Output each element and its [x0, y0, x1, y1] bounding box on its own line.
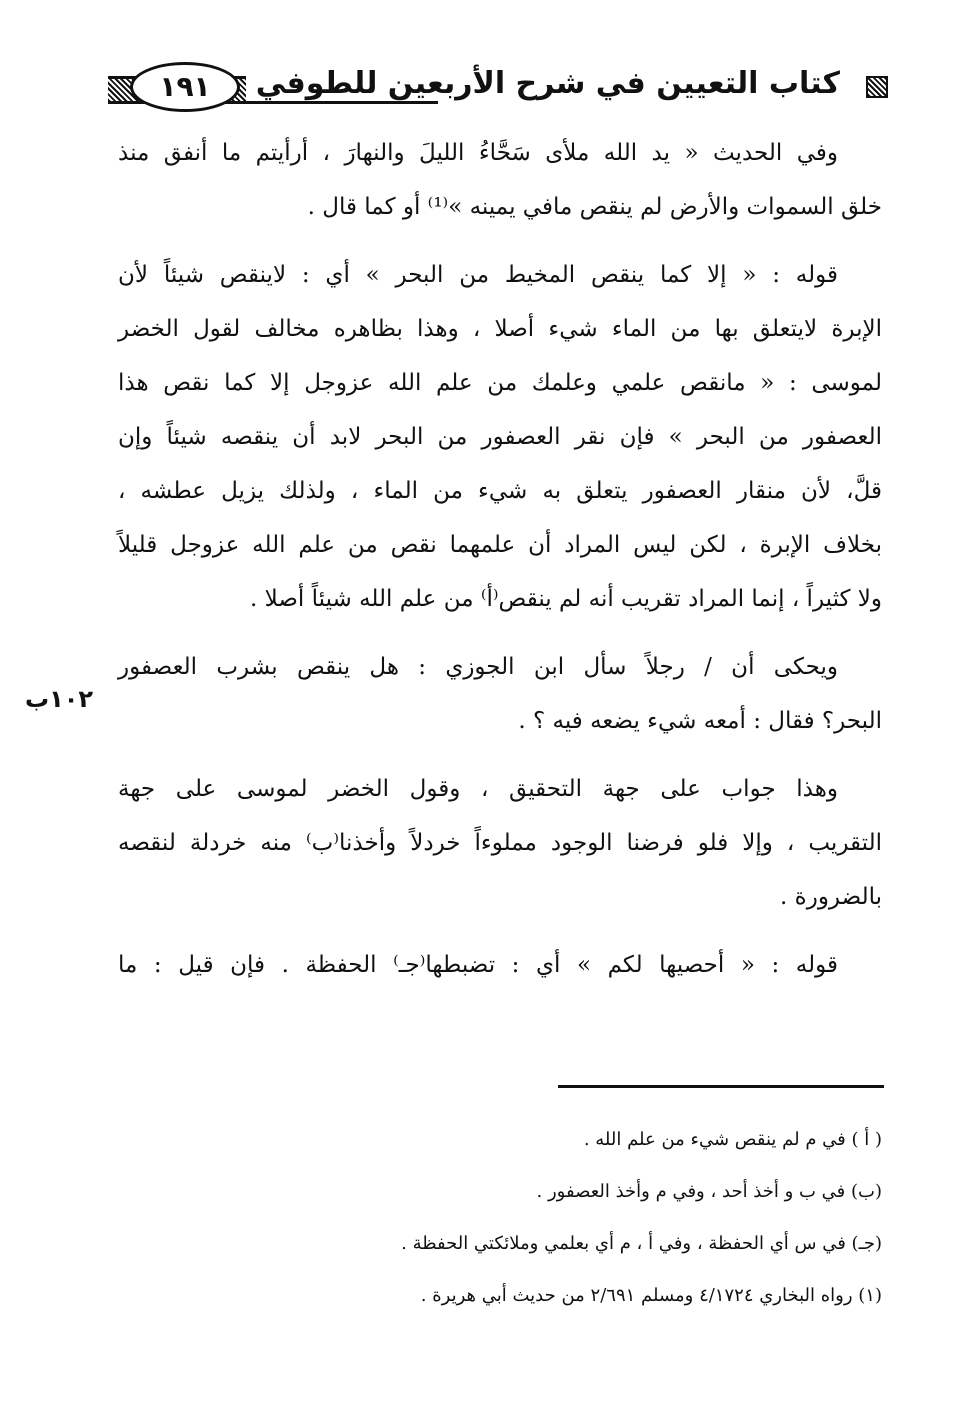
footnote: (١) رواه البخاري ٤/١٧٢٤ ومسلم ٢/٦٩١ من حديث أبي هريرة .: [420, 1285, 882, 1306]
paragraph-2: [118, 248, 882, 626]
paragraph-1: [118, 126, 882, 234]
footnote: (جـ) في س أي الحفظة ، وفي أ ، م أي بعلمي وملائكتي الحفظة .: [401, 1233, 882, 1254]
footnotes: [118, 1120, 882, 1328]
text-line: بالضرورة .: [780, 884, 882, 910]
text-line: البحر؟ فقال : أمعه شيء يضعه فيه ؟ .: [518, 708, 882, 734]
text-line: العصفور من البحر » فإن نقر العصفور من البحر لابد أن ينقصه شيئاً وإن: [118, 424, 882, 450]
paragraph-5: [118, 938, 882, 992]
footnote: ( أ ) في م لم ينقص شيء من علم الله .: [583, 1129, 882, 1150]
paragraph-3: [118, 640, 882, 748]
text-line: ولا كثيراً ، إنما المراد تقريب أنه لم ينقص⁽أ⁾ من علم الله شيئاً أصلا .: [250, 586, 882, 612]
manuscript-folio-marker: ١٠٢ب: [24, 685, 94, 713]
page-number: ١٩١: [130, 62, 240, 112]
text-line: وفي الحديث « يد الله ملأى سَحَّاءُ الليلَ والنهارَ ، أرأيتم ما أنفق منذ: [118, 140, 838, 166]
paragraph-4: [118, 762, 882, 924]
page-header: [108, 62, 888, 114]
text-line: ويحكى أن / رجلاً سأل ابن الجوزي : هل ينقص بشرب العصفور: [118, 654, 838, 680]
text-line: قوله : « إلا كما ينقص المخيط من البحر » أي : لاينقص شيئاً لأن: [118, 262, 838, 288]
text-line: لموسى : « مانقص علمي وعلمك من علم الله عزوجل إلا كما نقص هذا: [118, 370, 882, 396]
header-ornament-mark: [866, 76, 888, 98]
footnote-separator: [558, 1085, 884, 1088]
text-line: بخلاف الإبرة ، لكن ليس المراد أن علمهما نقص من علم الله عزوجل قليلاً: [118, 532, 882, 558]
book-title: كتاب التعيين في شرح الأربعين للطوفي: [246, 66, 850, 101]
text-line: خلق السموات والأرض لم ينقص مافي يمينه »⁽¹⁾ أو كما قال .: [307, 194, 882, 220]
text-line: الإبرة لايتعلق بها من الماء شيء أصلا ، وهذا بظاهره مخالف لقول الخضر: [118, 316, 882, 342]
text-line: قلَّ، لأن منقار العصفور يتعلق به شيء من الماء ، ولذلك يزيل عطشه ،: [118, 478, 882, 504]
main-text: [118, 126, 882, 992]
text-line: وهذا جواب على جهة التحقيق ، وقول الخضر لموسى على جهة: [118, 776, 838, 802]
text-line: قوله : « أحصيها لكم » أي : تضبطها⁽جـ⁾ الحفظة . فإن قيل : ما: [118, 952, 839, 978]
footnote: (ب) في ب و أخذ أحد ، وفي م وأخذ العصفور .: [536, 1181, 882, 1202]
text-line: التقريب ، وإلا فلو فرضنا الوجود مملوءاً خردلاً وأخذنا⁽ب⁾ منه خردلة لنقصه: [118, 830, 882, 856]
